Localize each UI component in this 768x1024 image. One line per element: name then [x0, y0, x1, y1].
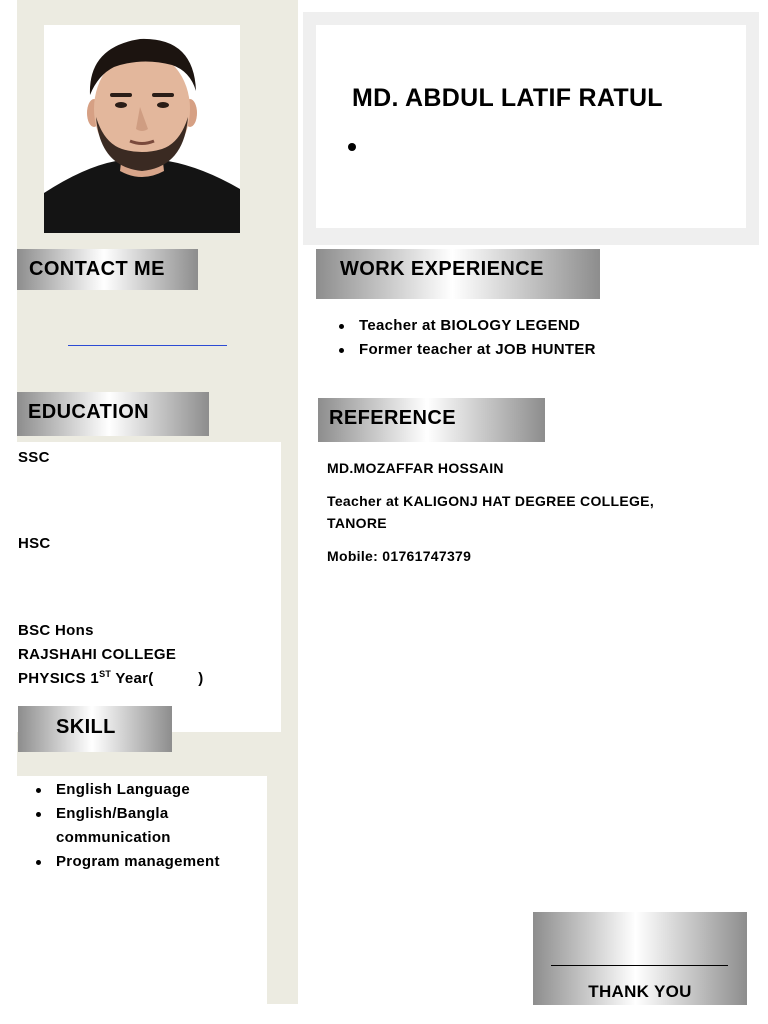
thanks-label: THANK YOU	[588, 982, 692, 1001]
education-bsc-subject-suffix: Year( )	[111, 670, 204, 687]
skill-list	[32, 778, 220, 874]
list-item	[32, 802, 220, 850]
contact-header	[17, 249, 198, 290]
education-bsc-subject	[18, 670, 204, 687]
bullet-icon	[348, 143, 356, 151]
work-item-label: Former teacher at JOB HUNTER	[359, 341, 596, 358]
contact-header-label: CONTACT ME	[29, 258, 165, 280]
reference-title-cont: TANORE	[327, 515, 387, 531]
education-bsc-subject-sup: ST	[99, 669, 112, 679]
reference-header-label: REFERENCE	[329, 407, 456, 429]
education-bsc-subject-prefix: PHYSICS 1	[18, 670, 100, 687]
skill-item-label-cont: communication	[56, 829, 171, 846]
contact-link-underline[interactable]	[68, 345, 227, 346]
work-header	[316, 249, 600, 299]
avatar-icon	[44, 25, 240, 233]
skill-header	[18, 706, 172, 752]
reference-header	[318, 398, 545, 442]
education-header-label: EDUCATION	[28, 401, 150, 423]
work-list	[335, 314, 596, 362]
signature-line	[551, 965, 728, 966]
list-item	[335, 314, 596, 338]
skill-item-label: English Language	[56, 781, 190, 798]
list-item	[32, 850, 220, 874]
skill-item-label: English/Bangla	[56, 805, 169, 822]
education-bsc-degree: BSC Hons	[18, 622, 94, 639]
skill-header-label: SKILL	[56, 716, 116, 738]
work-header-label: WORK EXPERIENCE	[340, 258, 544, 280]
list-item	[32, 778, 220, 802]
education-header	[17, 392, 209, 436]
name-box	[316, 25, 746, 228]
list-item	[335, 338, 596, 362]
profile-photo	[44, 25, 240, 233]
education-hsc: HSC	[18, 535, 51, 552]
reference-name: MD.MOZAFFAR HOSSAIN	[327, 460, 504, 476]
education-bsc-college: RAJSHAHI COLLEGE	[18, 646, 177, 663]
work-item-label: Teacher at BIOLOGY LEGEND	[359, 317, 581, 334]
skill-item-label: Program management	[56, 853, 220, 870]
education-box	[17, 442, 281, 732]
candidate-name: MD. ABDUL LATIF RATUL	[352, 84, 663, 112]
education-ssc: SSC	[18, 449, 50, 466]
reference-mobile: Mobile: 01761747379	[327, 548, 472, 564]
reference-title: Teacher at KALIGONJ HAT DEGREE COLLEGE,	[327, 493, 655, 509]
